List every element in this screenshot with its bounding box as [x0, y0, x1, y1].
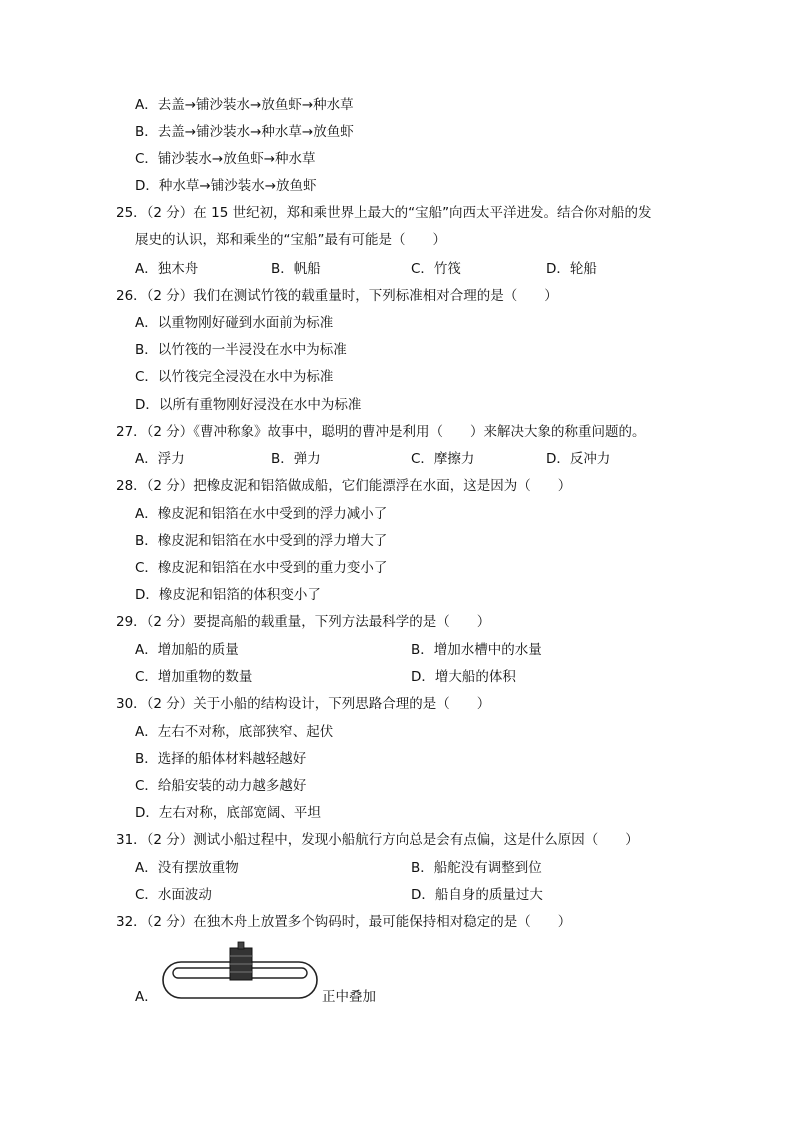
canoe-illustration: [159, 940, 321, 1010]
q28-option-d: D．橡皮泥和铝箔的体积变小了: [135, 587, 321, 603]
q29-option-c: C．增加重物的数量: [135, 669, 253, 685]
q30-option-a: A．左右不对称，底部狭窄、起伏: [135, 724, 334, 740]
q25-stem-line2: 展史的认识，郑和乘坐的“宝船”最有可能是（ ）: [135, 232, 446, 248]
q32-option-a-caption: 正中叠加: [322, 989, 376, 1005]
q29-option-d: D．增大船的体积: [411, 669, 516, 685]
q26-option-c: C．以竹筏完全浸没在水中为标准: [135, 369, 334, 385]
q30-option-d: D．左右对称，底部宽阔、平坦: [135, 805, 321, 821]
q24-option-b: B．去盖→铺沙装水→种水草→放鱼虾: [135, 124, 354, 140]
q28-option-a: A．橡皮泥和铝箔在水中受到的浮力减小了: [135, 506, 388, 522]
q28-stem: 28．（2 分）把橡皮泥和铝箔做成船，它们能漂浮在水面，这是因为（ ）: [116, 478, 572, 494]
weight-hook: [238, 942, 244, 949]
q31-option-c: C．水面波动: [135, 887, 212, 903]
q32-stem: 32．（2 分）在独木舟上放置多个钩码时，最可能保持相对稳定的是（ ）: [116, 914, 572, 930]
q30-option-c: C．给船安装的动力越多越好: [135, 778, 307, 794]
q24-option-c: C．铺沙装水→放鱼虾→种水草: [135, 151, 316, 167]
q26-option-b: B．以竹筏的一半浸没在水中为标准: [135, 342, 347, 358]
q27-option-c: C．摩擦力: [411, 451, 475, 467]
q30-option-b: B．选择的船体材料越轻越好: [135, 751, 307, 767]
q24-option-a: A．去盖→铺沙装水→放鱼虾→种水草: [135, 97, 354, 113]
q26-stem: 26．（2 分）我们在测试竹筏的载重量时，下列标准相对合理的是（ ）: [116, 288, 558, 304]
q27-option-a: A．浮力: [135, 451, 185, 467]
q27-stem: 27．（2 分）《曹冲称象》故事中，聪明的曹冲是利用（ ）来解决大象的称重问题的。: [116, 424, 646, 440]
q28-option-b: B．橡皮泥和铝箔在水中受到的浮力增大了: [135, 533, 388, 549]
q25-option-b: B．帆船: [271, 261, 321, 277]
q26-option-d: D．以所有重物刚好浸没在水中为标准: [135, 397, 362, 413]
q28-option-c: C．橡皮泥和铝箔在水中受到的重力变小了: [135, 560, 388, 576]
q25-option-d: D．轮船: [546, 261, 597, 277]
q25-option-c: C．竹筏: [411, 261, 461, 277]
q27-option-d: D．反冲力: [546, 451, 611, 467]
q29-stem: 29．（2 分）要提高船的载重量，下列方法最科学的是（ ）: [116, 614, 491, 630]
q25-stem-line1: 25．（2 分）在 15 世纪初，郑和乘世界上最大的“宝船”向西太平洋进发。结合你对船的发: [116, 205, 652, 221]
q24-option-d: D．种水草→铺沙装水→放鱼虾: [135, 178, 317, 194]
q31-option-d: D．船自身的质量过大: [411, 887, 543, 903]
q29-option-b: B．增加水槽中的水量: [411, 642, 542, 658]
q31-option-a: A．没有摆放重物: [135, 860, 239, 876]
q27-option-b: B．弹力: [271, 451, 321, 467]
q30-stem: 30．（2 分）关于小船的结构设计，下列思路合理的是（ ）: [116, 696, 491, 712]
q26-option-a: A．以重物刚好碰到水面前为标准: [135, 315, 334, 331]
q31-stem: 31．（2 分）测试小船过程中，发现小船航行方向总是会有点偏，这是什么原因（ ）: [116, 832, 639, 848]
q32-option-a-label: A．: [135, 989, 158, 1005]
q31-option-b: B．船舵没有调整到位: [411, 860, 542, 876]
q25-option-a: A．独木舟: [135, 261, 199, 277]
q29-option-a: A．增加船的质量: [135, 642, 239, 658]
